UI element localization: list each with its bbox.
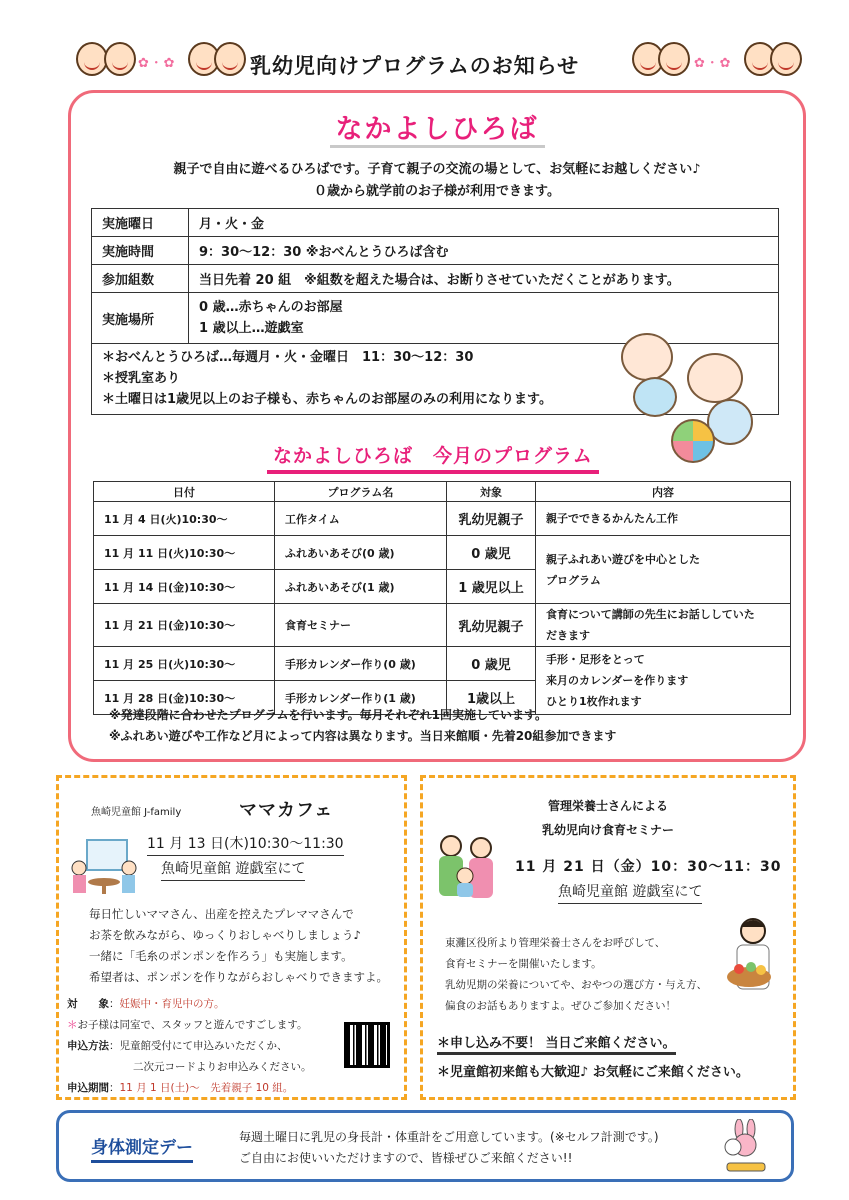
cafe-details: 対 象：妊娠中・育児中の方。 ＊お子様は同室で、スタッフと遊んですごします。 申込方法：児童館受付にて申込みいただくか、 二次元コードよりお申込みください。 申込期間：11 月 1 日(土)～ 先着親子 10 組。: [67, 998, 312, 1094]
cafe-title: ママカフェ: [239, 800, 334, 821]
page-title: 乳幼児向けプログラムのお知らせ: [250, 54, 580, 78]
food-description: 東灘区役所より管理栄養士さんをお呼びして、 食育セミナーを開催いたします。 乳幼児期の栄養についてや、おやつの選び方・与え方、 偏食のお話もありますよ。ぜひご参加ください！: [445, 937, 708, 1012]
family-illustration: [433, 828, 501, 918]
info-row: 実施場所 0 歳…赤ちゃんのお部屋 1 歳以上…遊戯室: [92, 293, 779, 344]
nakayoshi-title: なかよしひろば: [71, 107, 803, 146]
babies-illustration: [611, 333, 781, 473]
info-row: 実施時間 9：30～12：30 ※おべんとうひろば含む: [92, 237, 779, 265]
info-table: [91, 208, 779, 344]
program-table: [93, 481, 791, 715]
child-face-icon: [104, 42, 136, 76]
qr-code-icon[interactable]: [344, 1022, 390, 1068]
table-row: 11 月 14 日(金)10:30～ ふれあいあそび(1 歳) 1 歳児以上: [94, 570, 791, 604]
page-header: [0, 38, 849, 86]
measure-title: 身体測定デー: [91, 1133, 193, 1163]
measure-description: 毎週土曜日に乳児の身長計・体重計をご用意しています。(※セルフ計測です。) ご自由にお使いいただけますので、皆様ぜひご来館ください!!: [239, 1130, 659, 1165]
program-notes: ※発達段階に合わせたプログラムを行います。毎月それぞれ1回実施しています。 ※ふれあい遊びや工作など月によって内容は異なります。当日来館順・先着20組参加できます: [109, 708, 617, 743]
rabbit-scale-icon: [721, 1119, 771, 1177]
child-face-icon: [214, 42, 246, 76]
nakayoshi-notes: ＊おべんとうひろば…毎週月・火・金曜日 11：30～12：30 ＊授乳室あり ＊土曜日は1歳児以上のお子様も、赤ちゃんのお部屋のみの利用になります。: [91, 343, 779, 415]
cafe-description: 毎日忙しいママさん、出産を控えたプレママさんで お茶を飲みながら、ゆっくりおしゃべりしましょう♪ 一緒に「毛糸のポンポンを作ろう」も実施します。 希望者は、ポンポンを作りながらおしゃべりできますよ。: [89, 907, 388, 984]
flower-icon: ✿ ･ ✿: [138, 56, 175, 71]
table-row: 11 月 4 日(火)10:30～ 工作タイム 乳幼児親子 親子でできるかんたん工作: [94, 502, 791, 536]
food-note-welcome: ＊児童館初来館も大歓迎♪ お気軽にご来館ください。: [437, 1065, 749, 1080]
nakayoshi-section: [68, 90, 806, 762]
info-row: 参加組数 当日先着 20 組 ※組数を超えた場合は、お断りさせていただくことがあります。: [92, 265, 779, 293]
program-title: なかよしひろば 今月のプログラム: [267, 441, 599, 474]
food-place: 魚崎児童館 遊戯室にて: [558, 881, 702, 904]
nakayoshi-intro: 親子で自由に遊べるひろばです。子育て親子の交流の場として、お気軽にお越しください♪ ０歳から就学前のお子様が利用できます。: [173, 162, 701, 199]
table-row: 11 月 11 日(火)10:30～ ふれあいあそび(0 歳) 0 歳児 親子ふれあい遊びを中心とした プログラム: [94, 536, 791, 570]
food-title: 管理栄養士さんによる 乳幼児向け食育セミナー: [541, 799, 674, 837]
body-measurement-section: [56, 1110, 794, 1182]
food-note-no-registration: ＊申し込み不要！ 当日ご来館ください。: [437, 1032, 676, 1055]
child-face-icon: [770, 42, 802, 76]
table-row: 11 月 25 日(火)10:30～ 手形カレンダー作り(0 歳) 0 歳児 手形・足形をとって 来月のカレンダーを作ります ひとり1枚作れます: [94, 647, 791, 681]
table-row: 11 月 28 日(金)10:30～ 手形カレンダー作り(1 歳) 1歳以上: [94, 681, 791, 715]
flower-icon: ✿ ･ ✿: [694, 56, 731, 71]
food-datetime: 11 月 21 日（金）10：30～11：30: [515, 859, 782, 875]
food-seminar-section: [420, 775, 796, 1100]
info-row: 実施曜日 月・火・金: [92, 209, 779, 237]
mothers-tea-illustration: [69, 838, 139, 896]
cafe-datetime: 11 月 13 日(木)10:30～11:30: [147, 833, 344, 856]
table-header: 日付 プログラム名 対象 内容: [94, 482, 791, 502]
mama-cafe-section: [56, 775, 407, 1100]
child-face-icon: [658, 42, 690, 76]
table-row: 11 月 21 日(金)10:30～ 食育セミナー 乳幼児親子 食育について講師の先生にお話ししていた だきます: [94, 604, 791, 647]
cafe-subtitle: 魚崎児童館 J-family: [91, 807, 182, 818]
cafe-place: 魚崎児童館 遊戯室にて: [161, 858, 305, 881]
